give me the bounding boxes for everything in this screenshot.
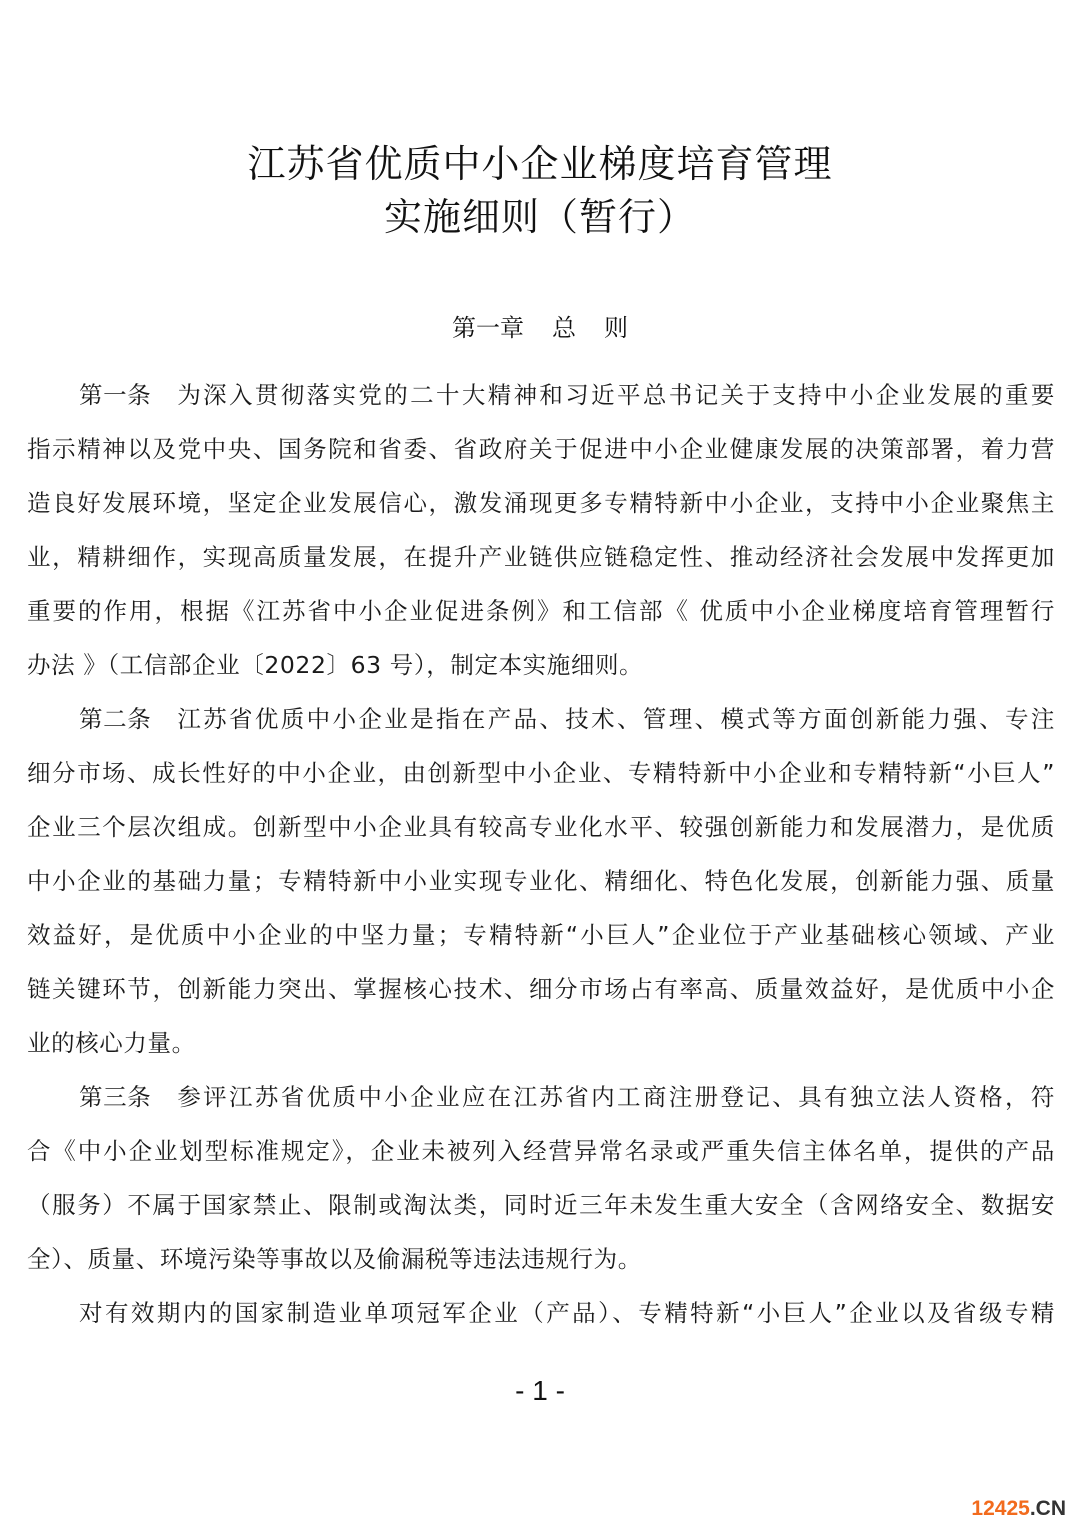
paragraph-line xyxy=(79,1070,1055,1124)
paragraph-text: 指示精神以及党中央、国务院和省委、省政府关于促进中小企业健康发展的决策部署，着力营 xyxy=(27,435,1055,463)
paragraph-line xyxy=(27,908,1055,962)
paragraph-text: 业的核心力量。 xyxy=(27,1029,196,1057)
chapter-number: 第一章 xyxy=(452,314,524,342)
paragraph-text: （服务）不属于国家禁止、限制或淘汰类，同时近三年未发生重大安全（含网络安全、数据安 xyxy=(27,1191,1055,1219)
paragraph-text: 全）、质量、环境污染等事故以及偷漏税等违法违规行为。 xyxy=(27,1245,642,1273)
paragraph-line xyxy=(27,584,1055,638)
paragraph-text: 江苏省优质中小企业是指在产品、技术、管理、模式等方面创新能力强、专注 xyxy=(177,705,1055,733)
paragraph-line xyxy=(27,1232,1055,1286)
paragraph-line xyxy=(27,422,1055,476)
document-title-line-2: 实施细则（暂行） xyxy=(383,195,696,239)
watermark-logo xyxy=(971,1497,1066,1521)
paragraph-line xyxy=(27,962,1055,1016)
paragraph-text: 链关键环节，创新能力突出、掌握核心技术、细分市场占有率高、质量效益好，是优质中小企 xyxy=(27,975,1055,1003)
paragraph-line xyxy=(27,854,1055,908)
paragraph-text: 企业三个层次组成。创新型中小企业具有较高专业化水平、较强创新能力和发展潜力，是优质 xyxy=(27,813,1055,841)
paragraph-text: 细分市场、成长性好的中小企业，由创新型中小企业、专精特新中小企业和专精特新“小巨人” xyxy=(27,759,1055,787)
paragraph-text: 重要的作用，根据《江苏省中小企业促进条例》和工信部《 优质中小企业梯度培育管理暂行 xyxy=(27,597,1055,625)
paragraph-text: 中小企业的基础力量；专精特新中小业实现专业化、精细化、特色化发展，创新能力强、质量 xyxy=(27,867,1055,895)
paragraph-text: 业，精耕细作，实现高质量发展，在提升产业链供应链稳定性、推动经济社会发展中发挥更加 xyxy=(27,543,1055,571)
paragraph-text: 办法 》（工信部企业〔2022〕63 号），制定本实施细则。 xyxy=(27,651,644,679)
paragraph-line xyxy=(27,530,1055,584)
watermark-domain: .CN xyxy=(1029,1497,1066,1520)
chapter-heading xyxy=(0,310,1080,346)
article-label: 第一条 xyxy=(79,381,152,409)
paragraph-text: 为深入贯彻落实党的二十大精神和习近平总书记关于支持中小企业发展的重要 xyxy=(177,381,1055,409)
paragraph-text: 效益好，是优质中小企业的中坚力量；专精特新“小巨人”企业位于产业基础核心领域、产业 xyxy=(27,921,1055,949)
paragraph-line xyxy=(79,368,1055,422)
paragraph-line xyxy=(79,1286,1055,1340)
document-title-line-1: 江苏省优质中小企业梯度培育管理 xyxy=(247,142,833,186)
article-label: 第三条 xyxy=(79,1083,152,1111)
paragraph-line xyxy=(27,638,1055,692)
paragraph-line xyxy=(27,746,1055,800)
chapter-name-char: 总 xyxy=(552,314,576,342)
paragraph-text: 参评江苏省优质中小企业应在江苏省内工商注册登记、具有独立法人资格，符 xyxy=(177,1083,1055,1111)
paragraph-line xyxy=(27,1016,1055,1070)
paragraph-line xyxy=(27,476,1055,530)
watermark-number: 12425 xyxy=(971,1497,1030,1520)
paragraph-line xyxy=(27,1124,1055,1178)
paragraph-text: 造良好发展环境，坚定企业发展信心，激发涌现更多专精特新中小企业，支持中小企业聚焦主 xyxy=(27,489,1055,517)
paragraph-line xyxy=(27,1178,1055,1232)
paragraph-line xyxy=(27,800,1055,854)
paragraph-text: 合《中小企业划型标准规定》，企业未被列入经营异常名录或严重失信主体名单，提供的产品 xyxy=(27,1137,1055,1165)
article-label: 第二条 xyxy=(79,705,152,733)
page-number: - 1 - xyxy=(515,1375,565,1406)
paragraph-text: 对有效期内的国家制造业单项冠军企业（产品）、专精特新“小巨人”企业以及省级专精 xyxy=(79,1299,1055,1327)
paragraph-line xyxy=(79,692,1055,746)
chapter-name-char: 则 xyxy=(604,314,628,342)
